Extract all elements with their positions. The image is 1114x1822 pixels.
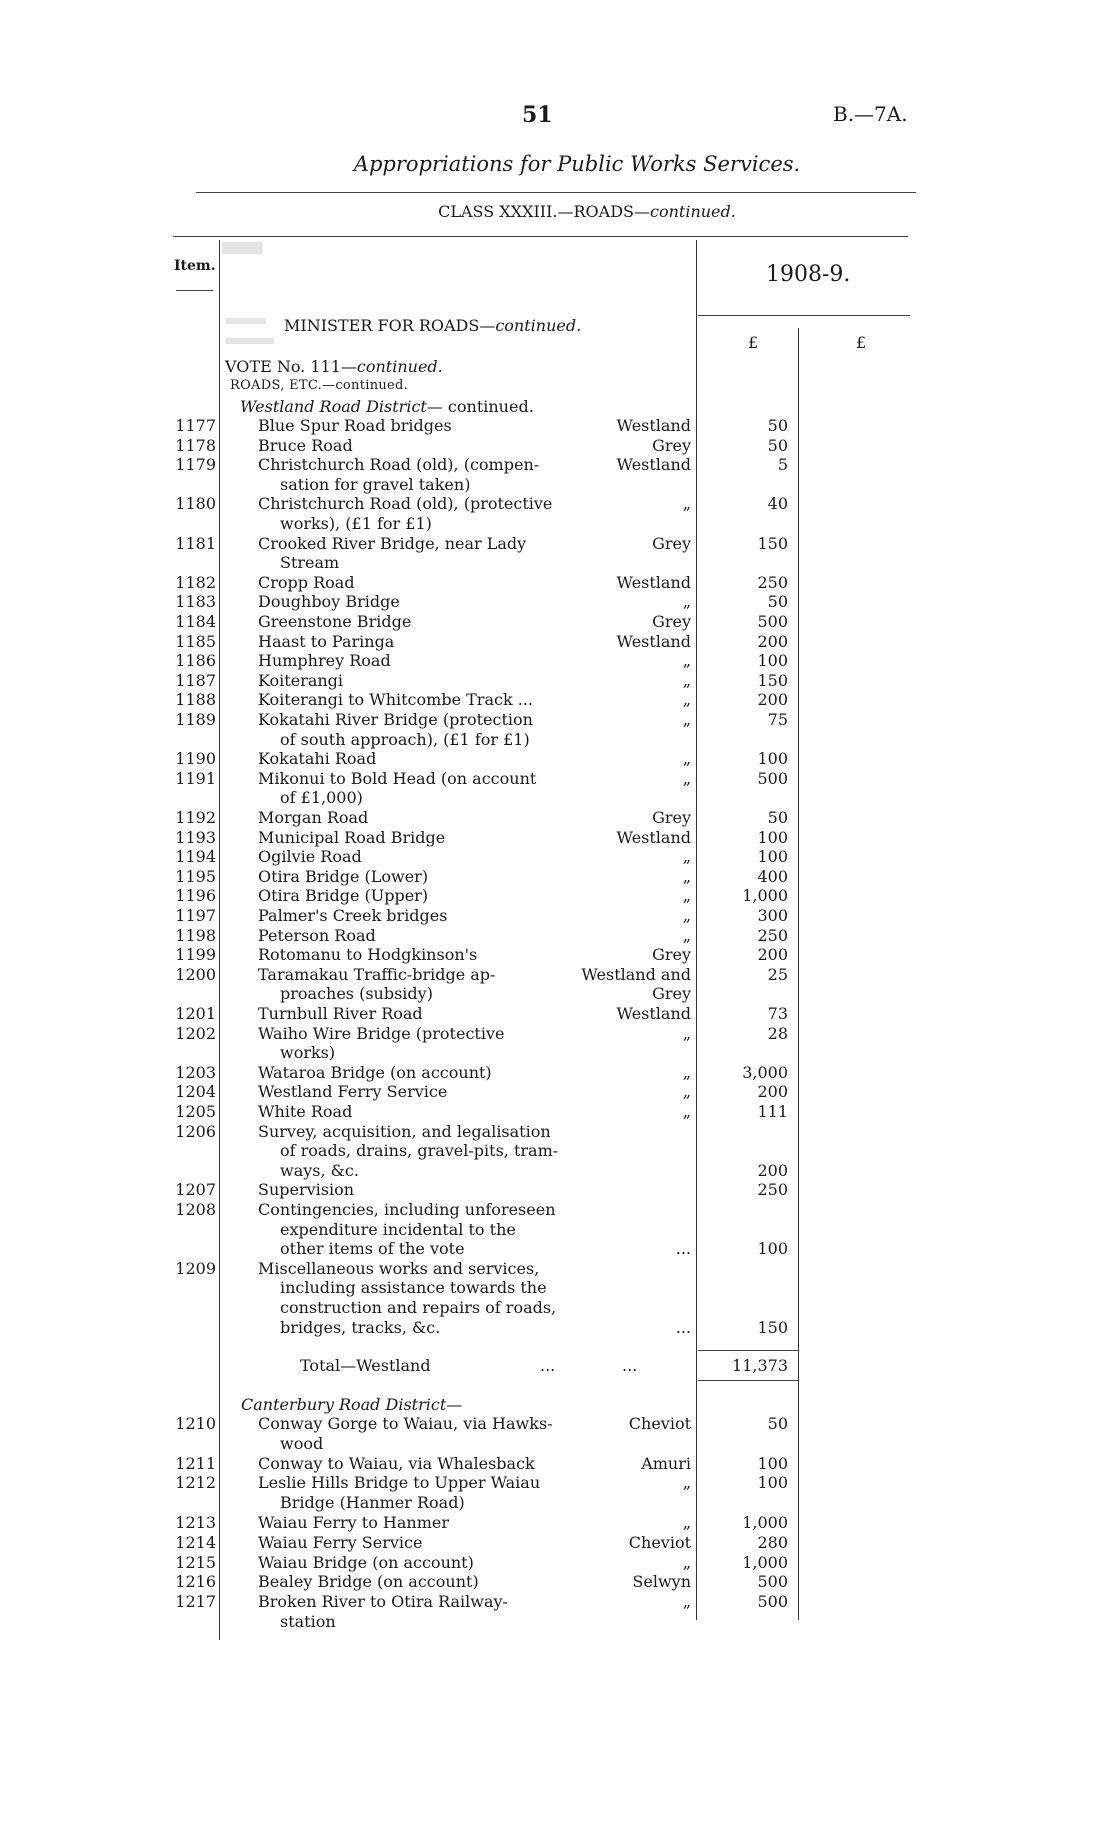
item-description bbox=[258, 965, 563, 1004]
item-number: 1194 bbox=[175, 847, 216, 867]
amount: 200 bbox=[757, 690, 788, 710]
item-description bbox=[258, 436, 563, 456]
description-continuation: expenditure incidental to the bbox=[280, 1219, 516, 1239]
electorate: „ bbox=[682, 592, 691, 612]
electorate: Grey bbox=[652, 945, 691, 965]
description-line: Conway Gorge to Waiau, via Hawks- bbox=[258, 1414, 553, 1433]
amount: 500 bbox=[757, 768, 788, 788]
amount: 250 bbox=[757, 925, 788, 945]
item-description bbox=[258, 1513, 563, 1533]
amount: 100 bbox=[757, 1453, 788, 1473]
description-continuation: construction and repairs of roads, bbox=[280, 1297, 557, 1317]
electorate: Westland bbox=[616, 572, 691, 592]
item-number: 1184 bbox=[175, 612, 216, 631]
electorate: Westland and bbox=[581, 964, 691, 984]
amount: 100 bbox=[757, 1239, 788, 1259]
item-number: 1182 bbox=[175, 572, 216, 592]
description-line: Municipal Road Bridge bbox=[258, 827, 446, 847]
amount: 5 bbox=[777, 455, 788, 475]
item-number: 1190 bbox=[175, 749, 216, 769]
item-description bbox=[258, 1082, 563, 1102]
item-number: 1215 bbox=[175, 1552, 216, 1572]
item-number: 1205 bbox=[175, 1102, 216, 1121]
item-description bbox=[258, 651, 563, 671]
electorate: „ bbox=[682, 1102, 691, 1121]
electorate: Grey bbox=[652, 808, 691, 827]
district-heading-canterbury: Canterbury Road District— bbox=[241, 1395, 463, 1414]
description-line: Wataroa Bridge (on account) bbox=[258, 1062, 492, 1082]
minister-heading: MINISTER FOR ROADS—continued. bbox=[284, 316, 582, 335]
roads-heading: ROADS, ETC.—continued. bbox=[230, 378, 409, 393]
electorate: „ bbox=[682, 670, 691, 690]
currency-symbol-1: £ bbox=[748, 333, 759, 352]
item-description bbox=[258, 1063, 563, 1083]
description-line: Doughboy Bridge bbox=[258, 592, 400, 612]
amount: 50 bbox=[767, 416, 788, 435]
item-description bbox=[258, 828, 563, 848]
total-dots: ... bbox=[622, 1356, 638, 1375]
item-description bbox=[258, 1122, 563, 1181]
electorate: „ bbox=[682, 651, 691, 671]
electorate: Westland bbox=[616, 416, 691, 435]
amount: 300 bbox=[757, 906, 788, 925]
description-line: Haast to Paringa bbox=[258, 631, 395, 651]
description-line: Rotomanu to Hodgkinson's bbox=[258, 945, 478, 965]
title-rule bbox=[196, 192, 916, 193]
item-description bbox=[258, 1004, 563, 1024]
electorate: „ bbox=[682, 494, 691, 514]
description-line: Taramakau Traffic-bridge ap- bbox=[258, 964, 496, 984]
description-line: Greenstone Bridge bbox=[258, 612, 412, 631]
description-line: Kokatahi Road bbox=[258, 749, 377, 769]
electorate: Selwyn bbox=[632, 1572, 691, 1592]
item-number: 1189 bbox=[175, 710, 216, 729]
item-number: 1183 bbox=[175, 592, 216, 612]
amount: 50 bbox=[767, 592, 788, 612]
item-description bbox=[258, 769, 563, 808]
electorate: „ bbox=[682, 1082, 691, 1102]
description-line: Waiau Ferry to Hanmer bbox=[258, 1513, 449, 1532]
item-description bbox=[258, 808, 563, 828]
electorate: Westland bbox=[616, 631, 691, 651]
item-number: 1204 bbox=[175, 1082, 216, 1102]
electorate: Westland bbox=[616, 827, 691, 847]
amount: 150 bbox=[757, 533, 788, 553]
description-line: Morgan Road bbox=[258, 808, 369, 827]
scan-mark bbox=[226, 338, 274, 344]
description-line: Christchurch Road (old), (protective bbox=[258, 494, 553, 514]
item-description bbox=[258, 1200, 563, 1259]
item-number: 1200 bbox=[175, 964, 216, 984]
description-continuation: sation for gravel taken) bbox=[280, 474, 471, 494]
electorate: „ bbox=[682, 1592, 691, 1612]
item-number: 1216 bbox=[175, 1572, 216, 1592]
item-description bbox=[258, 573, 563, 593]
amount: 400 bbox=[757, 866, 788, 886]
item-description bbox=[258, 1533, 563, 1553]
electorate: Grey bbox=[652, 533, 691, 553]
electorate: Grey bbox=[652, 435, 691, 455]
item-number: 1195 bbox=[175, 866, 216, 886]
description-line: White Road bbox=[258, 1102, 353, 1121]
item-description bbox=[258, 749, 563, 769]
amount: 100 bbox=[757, 749, 788, 769]
item-number: 1210 bbox=[175, 1414, 216, 1433]
description-line: Waiau Ferry Service bbox=[258, 1532, 423, 1552]
description-line: Christchurch Road (old), (compen- bbox=[258, 455, 540, 475]
elec-column-line bbox=[696, 240, 697, 1620]
item-number: 1198 bbox=[175, 925, 216, 945]
description-line: Survey, acquisition, and legalisation bbox=[258, 1121, 551, 1141]
amount: 111 bbox=[757, 1102, 788, 1121]
item-column-header: Item. bbox=[174, 258, 216, 274]
electorate: „ bbox=[682, 1473, 691, 1493]
description-line: Bruce Road bbox=[258, 435, 353, 455]
description-line: Mikonui to Bold Head (on account bbox=[258, 768, 537, 788]
electorate: „ bbox=[682, 866, 691, 886]
description-line: Contingencies, including unforeseen bbox=[258, 1200, 556, 1219]
item-number: 1214 bbox=[175, 1532, 216, 1552]
amount: 100 bbox=[757, 847, 788, 867]
electorate: „ bbox=[682, 847, 691, 867]
amount: 100 bbox=[757, 827, 788, 847]
amount: 100 bbox=[757, 1473, 788, 1493]
item-number: 1212 bbox=[175, 1473, 216, 1493]
item-number: 1196 bbox=[175, 886, 216, 906]
item-number: 1199 bbox=[175, 945, 216, 965]
description-continuation: works) bbox=[280, 1043, 336, 1063]
item-description bbox=[258, 867, 563, 887]
description-line: Kokatahi River Bridge (protection bbox=[258, 710, 533, 729]
total-rule-bottom bbox=[698, 1380, 798, 1381]
amount: 40 bbox=[767, 494, 788, 514]
item-number: 1192 bbox=[175, 808, 216, 827]
description-line: Otira Bridge (Upper) bbox=[258, 886, 429, 906]
item-number: 1197 bbox=[175, 906, 216, 925]
description-continuation: proaches (subsidy) bbox=[280, 984, 433, 1004]
description-line: Waiho Wire Bridge (protective bbox=[258, 1023, 505, 1043]
amount: 25 bbox=[767, 964, 788, 984]
electorate: „ bbox=[682, 710, 691, 729]
description-continuation: bridges, tracks, &c. bbox=[280, 1317, 441, 1337]
electorate: Westland bbox=[616, 1004, 691, 1023]
item-description bbox=[258, 455, 563, 494]
description-line: Humphrey Road bbox=[258, 651, 391, 671]
description-line: Westland Ferry Service bbox=[258, 1082, 448, 1102]
item-number: 1203 bbox=[175, 1062, 216, 1082]
item-description bbox=[258, 1454, 563, 1474]
item-number: 1193 bbox=[175, 827, 216, 847]
amount: 200 bbox=[757, 945, 788, 965]
item-description bbox=[258, 690, 563, 710]
electorate: „ bbox=[682, 925, 691, 945]
amount: 1,000 bbox=[742, 1513, 788, 1532]
item-number: 1213 bbox=[175, 1513, 216, 1532]
description-continuation: of roads, drains, gravel-pits, tram- bbox=[280, 1141, 559, 1161]
amount: 3,000 bbox=[742, 1062, 788, 1082]
item-number: 1180 bbox=[175, 494, 216, 514]
description-continuation: ways, &c. bbox=[280, 1160, 359, 1180]
description-line: Blue Spur Road bridges bbox=[258, 416, 452, 435]
description-line: Otira Bridge (Lower) bbox=[258, 866, 429, 886]
description-continuation: works), (£1 for £1) bbox=[280, 513, 432, 533]
amount: 250 bbox=[757, 1180, 788, 1200]
amount: 75 bbox=[767, 710, 788, 729]
amount: 50 bbox=[767, 808, 788, 827]
amount: 1,000 bbox=[742, 1552, 788, 1572]
vote-heading: VOTE No. 111—continued. bbox=[225, 357, 443, 376]
electorate: ... bbox=[675, 1239, 691, 1259]
amount: 100 bbox=[757, 651, 788, 671]
amount: 500 bbox=[757, 1572, 788, 1592]
electorate: „ bbox=[682, 906, 691, 925]
item-description bbox=[258, 926, 563, 946]
amount: 50 bbox=[767, 435, 788, 455]
electorate-continuation: Grey bbox=[652, 984, 691, 1004]
description-line: Supervision bbox=[258, 1180, 355, 1200]
item-description bbox=[258, 1414, 563, 1453]
page-number: 51 bbox=[522, 102, 553, 128]
page-title: Appropriations for Public Works Services. bbox=[353, 152, 801, 176]
description-line: Leslie Hills Bridge to Upper Waiau bbox=[258, 1473, 541, 1493]
description-continuation: wood bbox=[280, 1433, 324, 1453]
description-line: Palmer's Creek bridges bbox=[258, 906, 448, 925]
description-continuation: station bbox=[280, 1611, 336, 1631]
electorate: „ bbox=[682, 690, 691, 710]
item-description bbox=[258, 671, 563, 691]
amount: 150 bbox=[757, 670, 788, 690]
item-number: 1187 bbox=[175, 670, 216, 690]
electorate: „ bbox=[682, 1513, 691, 1532]
description-continuation: of south approach), (£1 for £1) bbox=[280, 729, 530, 749]
description-line: Turnbull River Road bbox=[258, 1004, 423, 1023]
item-description bbox=[258, 1592, 563, 1631]
item-description bbox=[258, 906, 563, 926]
amount: 50 bbox=[767, 1414, 788, 1433]
item-number: 1209 bbox=[175, 1258, 216, 1278]
amount: 250 bbox=[757, 572, 788, 592]
district-heading-westland: Westland Road District— continued. bbox=[240, 397, 534, 416]
description-continuation: Bridge (Hanmer Road) bbox=[280, 1492, 465, 1512]
electorate: Westland bbox=[616, 455, 691, 475]
item-description bbox=[258, 945, 563, 965]
item-number: 1208 bbox=[175, 1200, 216, 1219]
year-header-rule bbox=[698, 315, 910, 316]
document-reference: B.—7A. bbox=[833, 102, 908, 126]
electorate: Amuri bbox=[641, 1453, 691, 1473]
electorate: Grey bbox=[652, 612, 691, 631]
item-description bbox=[258, 1572, 563, 1592]
electorate: „ bbox=[682, 886, 691, 906]
scan-mark bbox=[222, 242, 262, 254]
item-description bbox=[258, 886, 563, 906]
item-number: 1179 bbox=[175, 455, 216, 475]
scan-mark bbox=[226, 318, 266, 324]
item-description bbox=[258, 847, 563, 867]
item-number: 1185 bbox=[175, 631, 216, 651]
electorate: „ bbox=[682, 768, 691, 788]
amount: 1,000 bbox=[742, 886, 788, 906]
item-number: 1177 bbox=[175, 416, 216, 435]
description-line: Waiau Bridge (on account) bbox=[258, 1552, 474, 1572]
item-description bbox=[258, 534, 563, 573]
amount: 500 bbox=[757, 1592, 788, 1612]
currency-symbol-2: £ bbox=[856, 333, 867, 352]
electorate: „ bbox=[682, 749, 691, 769]
item-header-rule bbox=[176, 290, 213, 291]
item-description bbox=[258, 1102, 563, 1122]
description-continuation: including assistance towards the bbox=[280, 1278, 547, 1298]
description-line: Broken River to Otira Railway- bbox=[258, 1592, 508, 1612]
electorate: ... bbox=[675, 1317, 691, 1337]
item-description bbox=[258, 494, 563, 533]
table-top-rule bbox=[173, 236, 908, 237]
description-line: Miscellaneous works and services, bbox=[258, 1258, 540, 1278]
description-continuation: Stream bbox=[280, 553, 340, 573]
electorate: „ bbox=[682, 1062, 691, 1082]
item-number: 1211 bbox=[175, 1453, 216, 1473]
electorate: Cheviot bbox=[628, 1532, 691, 1552]
item-description bbox=[258, 416, 563, 436]
amount-column-line bbox=[798, 328, 799, 1620]
item-description bbox=[258, 632, 563, 652]
total-label: Total—Westland bbox=[300, 1356, 431, 1375]
electorate: „ bbox=[682, 1552, 691, 1572]
electorate: „ bbox=[682, 1023, 691, 1043]
amount: 73 bbox=[767, 1004, 788, 1023]
item-column-line bbox=[219, 240, 220, 1640]
description-continuation: other items of the vote bbox=[280, 1239, 465, 1259]
amount: 200 bbox=[757, 1082, 788, 1102]
item-number: 1201 bbox=[175, 1004, 216, 1023]
item-number: 1207 bbox=[175, 1180, 216, 1200]
electorate: Cheviot bbox=[628, 1414, 691, 1433]
item-number: 1191 bbox=[175, 768, 216, 788]
item-description bbox=[258, 1024, 563, 1063]
amount: 500 bbox=[757, 612, 788, 631]
item-number: 1206 bbox=[175, 1121, 216, 1141]
total-rule-top bbox=[698, 1350, 798, 1351]
amount: 280 bbox=[757, 1532, 788, 1552]
item-description bbox=[258, 612, 563, 632]
item-number: 1186 bbox=[175, 651, 216, 671]
item-number: 1217 bbox=[175, 1592, 216, 1612]
item-number: 1202 bbox=[175, 1023, 216, 1043]
item-number: 1178 bbox=[175, 435, 216, 455]
year-column-header: 1908-9. bbox=[766, 262, 851, 287]
total-amount: 11,373 bbox=[732, 1356, 788, 1375]
item-description bbox=[258, 1553, 563, 1573]
description-line: Peterson Road bbox=[258, 925, 376, 945]
item-description bbox=[258, 1180, 563, 1200]
item-description bbox=[258, 710, 563, 749]
description-line: Crooked River Bridge, near Lady bbox=[258, 533, 527, 553]
amount: 150 bbox=[757, 1317, 788, 1337]
amount: 200 bbox=[757, 631, 788, 651]
description-line: Koiterangi to Whitcombe Track ... bbox=[258, 690, 533, 710]
description-line: Ogilvie Road bbox=[258, 847, 362, 867]
description-line: Cropp Road bbox=[258, 572, 355, 592]
item-number: 1181 bbox=[175, 533, 216, 553]
description-line: Koiterangi bbox=[258, 670, 344, 690]
item-number: 1188 bbox=[175, 690, 216, 710]
amount: 28 bbox=[767, 1023, 788, 1043]
class-title: CLASS XXXIII.—ROADS—continued. bbox=[438, 202, 736, 221]
description-continuation: of £1,000) bbox=[280, 788, 363, 808]
item-description bbox=[258, 1473, 563, 1512]
item-description bbox=[258, 1259, 563, 1337]
description-line: Bealey Bridge (on account) bbox=[258, 1572, 479, 1592]
amount: 200 bbox=[757, 1160, 788, 1180]
total-dots: ... bbox=[540, 1356, 556, 1375]
description-line: Conway to Waiau, via Whalesback bbox=[258, 1453, 535, 1473]
item-description bbox=[258, 592, 563, 612]
